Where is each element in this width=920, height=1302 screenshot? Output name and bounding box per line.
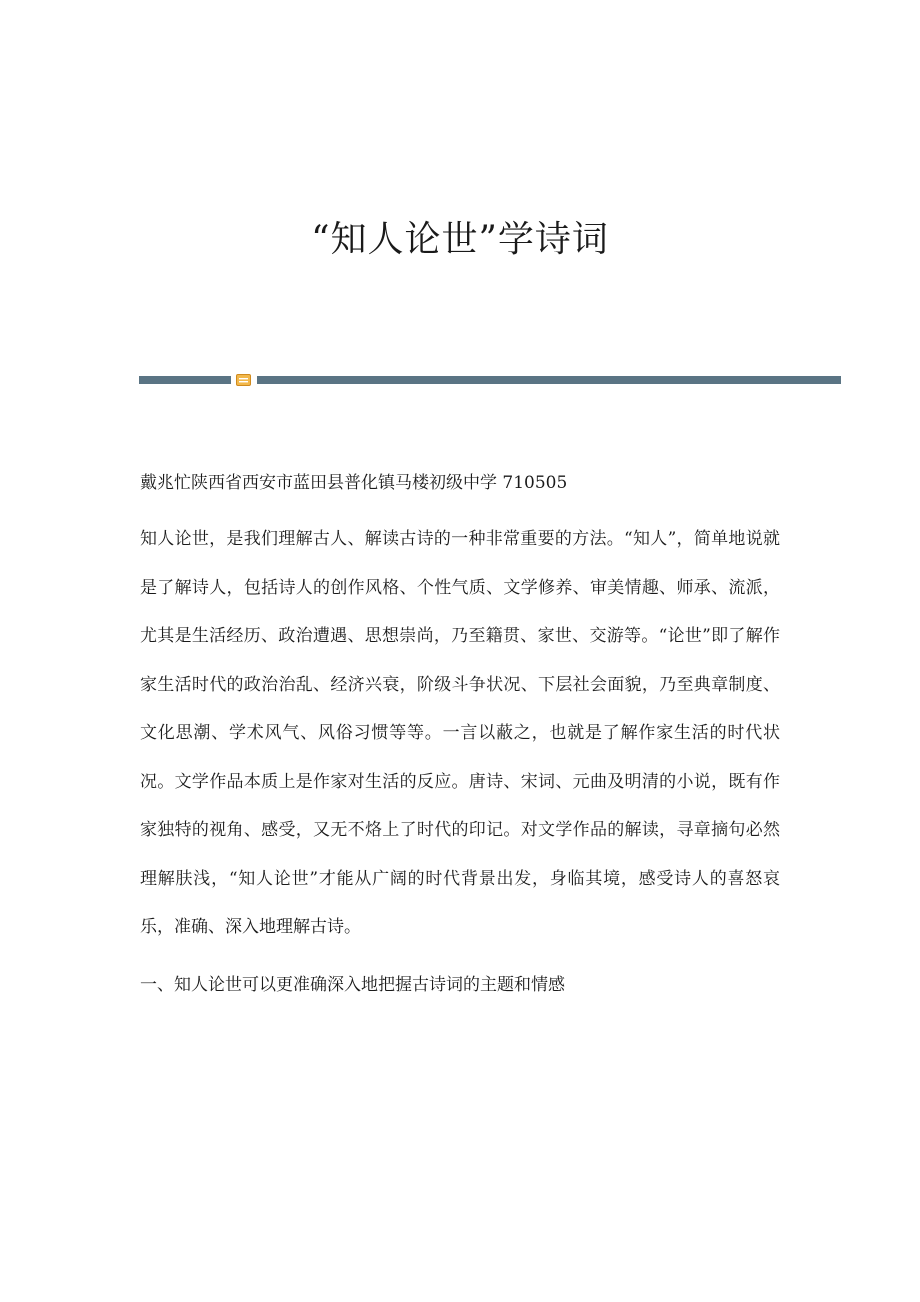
divider-bar-right: [257, 376, 841, 384]
divider-ornament-icon: [236, 374, 251, 386]
section-heading: 一、知人论世可以更准确深入地把握古诗词的主题和情感: [140, 974, 565, 995]
divider-bar-left: [139, 376, 231, 384]
title-divider: [139, 374, 841, 386]
author-line: 戴兆忙陕西省西安市蓝田县普化镇马楼初级中学 710505: [140, 473, 568, 493]
document-body: [140, 466, 780, 1002]
body-paragraph: 知人论世，是我们理解古人、解读古诗的一种非常重要的方法。“知人”，简单地说就是了解诗人，包括诗人的创作风格、个性气质、文学修养、审美情趣、师承、流派，尤其是生活经历、政治遭遇、思想崇尚，乃至籍贯、家世、交游等。“论世”即了解作家生活时代的政治治乱、经济兴衰，阶级斗争状况、下层社会面貌，乃至典章制度、文化思潮、学术风气、风俗习惯等等。一言以蔽之，也就是了解作家生活的时代状况。文学作品本质上是作家对生活的反应。唐诗、宋词、元曲及明清的小说，既有作家独特的视角、感受，又无不烙上了时代的印记。对文学作品的解读，寻章摘句必然理解肤浅，“知人论世”才能从广阔的时代背景出发，身临其境，感受诗人的喜怒哀乐，准确、深入地理解古诗。: [140, 529, 780, 937]
document-title: “知人论世”学诗词: [311, 219, 609, 260]
